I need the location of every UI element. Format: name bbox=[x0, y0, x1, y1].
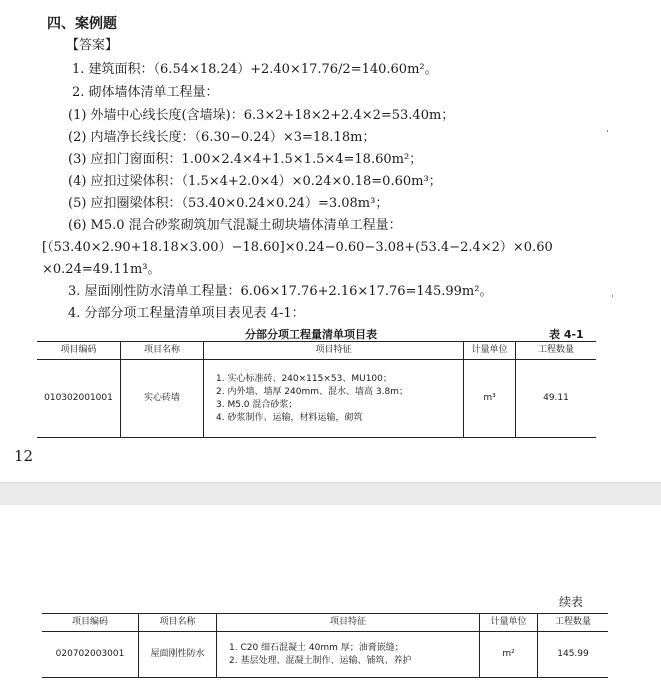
answer-line-7: (5) 应扣圈梁体积：（53.40×0.24×0.24）=3.08m³； bbox=[68, 196, 389, 211]
col-header-code: 项目编码 bbox=[37, 342, 121, 360]
document-page-2 bbox=[0, 505, 661, 693]
answer-line-10: ×0.24=49.11m³。 bbox=[42, 262, 161, 277]
feature-line: 3. M5.0 混合砂浆； bbox=[216, 399, 298, 410]
table-4-1 bbox=[37, 341, 596, 438]
table-row bbox=[37, 360, 596, 438]
table2-label: 续表 bbox=[559, 595, 584, 609]
answer-line-9: [（53.40×2.90+18.18×3.00）−18.60]×0.24−0.60−3.08+(53.4−2.4×2）×0.60 bbox=[42, 240, 553, 255]
page-gap bbox=[0, 482, 661, 506]
answer-line-8: (6) M5.0 混合砂浆砌筑加气混凝土砌块墙体清单工程量： bbox=[68, 218, 402, 233]
cell-features bbox=[204, 360, 464, 438]
cell-unit: m² bbox=[480, 632, 538, 678]
col-header-name: 项目名称 bbox=[139, 614, 217, 632]
answer-line-1: 1. 建筑面积：（6.54×18.24）+2.40×17.76/2=140.60m²。 bbox=[72, 62, 438, 77]
answer-line-11: 3. 屋面刚性防水清单工程量：6.06×17.76+2.16×17.76=145.99m²。 bbox=[68, 284, 493, 299]
margin-mark bbox=[607, 130, 608, 132]
table-4-1-continued bbox=[42, 613, 608, 678]
feature-line: 1. C20 细石混凝土 40mm 厚；油膏嵌缝； bbox=[229, 642, 404, 653]
cell-code: 010302001001 bbox=[37, 360, 121, 438]
answer-line-3: (1) 外墙中心线长度(含墙垛)：6.3×2+18×2+2.4×2=53.40m； bbox=[68, 108, 455, 123]
col-header-unit: 计量单位 bbox=[480, 614, 538, 632]
section-title: 四、案例题 bbox=[47, 16, 117, 32]
answer-line-2: 2. 砌体墙体清单工程量： bbox=[72, 85, 219, 100]
answer-line-12: 4. 分部分项工程量清单项目表见表 4-1： bbox=[68, 306, 305, 321]
col-header-name: 项目名称 bbox=[121, 342, 204, 360]
col-header-unit: 计量单位 bbox=[464, 342, 516, 360]
answer-label: 【答案】 bbox=[66, 38, 119, 53]
page-number: 12 bbox=[14, 447, 34, 465]
cell-name: 实心砖墙 bbox=[121, 360, 204, 438]
cell-features bbox=[217, 632, 480, 678]
table-header-row bbox=[37, 342, 596, 360]
feature-line: 2. 内外墙、墙厚 240mm、混水、墙高 3.8m； bbox=[216, 386, 408, 397]
answer-line-4: (2) 内墙净长线长度：（6.30−0.24）×3=18.18m； bbox=[68, 130, 376, 145]
cell-qty: 145.99 bbox=[538, 632, 609, 678]
cell-qty: 49.11 bbox=[516, 360, 597, 438]
table-row bbox=[42, 632, 608, 678]
cell-name: 屋面刚性防水 bbox=[139, 632, 217, 678]
col-header-qty: 工程数量 bbox=[538, 614, 609, 632]
col-header-code: 项目编码 bbox=[42, 614, 139, 632]
cell-unit: m³ bbox=[464, 360, 516, 438]
feature-line: 2. 基层处理、混凝土制作、运输、铺筑、养护 bbox=[229, 655, 412, 666]
table1-label: 表 4-1 bbox=[549, 328, 584, 341]
answer-line-5: (3) 应扣门窗面积：1.00×2.4×4+1.5×1.5×4=18.60m²； bbox=[68, 152, 423, 167]
col-header-features: 项目特征 bbox=[204, 342, 464, 360]
margin-mark bbox=[612, 295, 613, 297]
col-header-features: 项目特征 bbox=[217, 614, 480, 632]
table1-caption: 分部分项工程量清单项目表 bbox=[245, 328, 377, 341]
feature-line: 4. 砂浆制作、运输，材料运输，砌筑 bbox=[216, 412, 363, 423]
cell-code: 020702003001 bbox=[42, 632, 139, 678]
feature-line: 1. 实心标准砖、240×115×53、MU100； bbox=[216, 373, 392, 384]
table-header-row bbox=[42, 614, 608, 632]
col-header-qty: 工程数量 bbox=[516, 342, 597, 360]
answer-line-6: (4) 应扣过梁体积：（1.5×4+2.0×4）×0.24×0.18=0.60m³； bbox=[68, 174, 442, 189]
